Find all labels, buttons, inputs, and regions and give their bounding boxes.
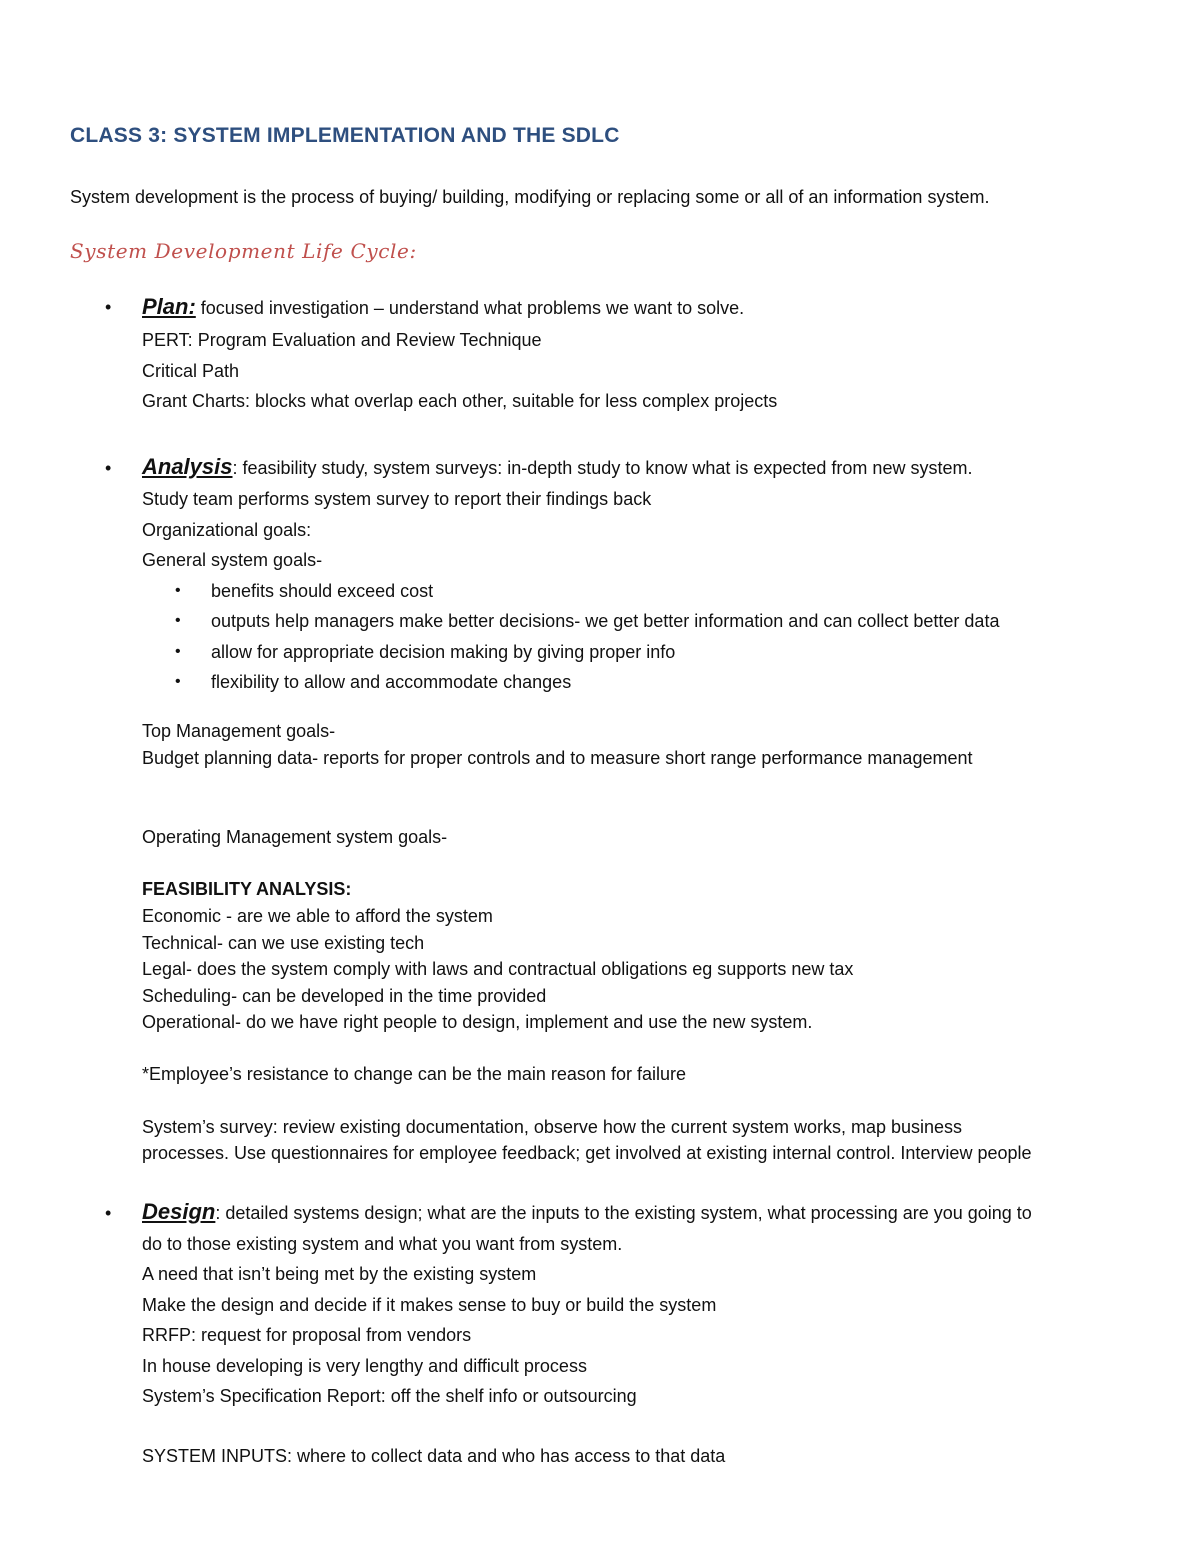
plan-detail: Grant Charts: blocks what overlap each other, suitable for less complex projects	[142, 391, 778, 411]
survey-text: processes. Use questionnaires for employee feedback; get involved at existing internal control. Interview people	[142, 1143, 1032, 1163]
plan-detail: PERT: Program Evaluation and Review Technique	[142, 330, 542, 350]
design-heading: Design	[142, 1199, 216, 1224]
bullet-icon: •	[175, 643, 181, 660]
resistance-note: *Employee’s resistance to change can be the main reason for failure	[142, 1064, 686, 1084]
design-detail: System’s Specification Report: off the shelf info or outsourcing	[142, 1386, 637, 1406]
system-inputs: SYSTEM INPUTS: where to collect data and who has access to that data	[142, 1446, 726, 1466]
analysis-detail: Study team performs system survey to report their findings back	[142, 489, 652, 509]
bullet-icon: •	[175, 673, 181, 690]
analysis-text: : feasibility study, system surveys: in-depth study to know what is expected from new system.	[232, 458, 973, 478]
sdlc-heading: System Development Life Cycle:	[70, 239, 417, 263]
top-management-goals: Top Management goals-	[142, 721, 336, 741]
design-text: : detailed systems design; what are the inputs to the existing system, what processing are you going to	[215, 1203, 1032, 1223]
feasibility-item: Scheduling- can be developed in the time provided	[142, 986, 547, 1006]
design-detail: A need that isn’t being met by the existing system	[142, 1264, 537, 1284]
bullet-icon: •	[105, 458, 112, 478]
intro-paragraph: System development is the process of buying/ building, modifying or replacing some or all of an information system.	[70, 187, 990, 207]
feasibility-item: Operational- do we have right people to design, implement and use the new system.	[142, 1012, 813, 1032]
bullet-icon: •	[175, 582, 181, 599]
page-title: CLASS 3: SYSTEM IMPLEMENTATION AND THE SDLC	[70, 124, 620, 147]
analysis-detail: General system goals-	[142, 550, 323, 570]
design-line	[142, 1201, 1032, 1223]
design-detail: Make the design and decide if it makes sense to buy or build the system	[142, 1295, 717, 1315]
analysis-line	[142, 456, 972, 478]
goal-item: outputs help managers make better decisions- we get better information and can collect better data	[211, 611, 1000, 631]
feasibility-item: Economic - are we able to afford the system	[142, 906, 493, 926]
plan-detail: Critical Path	[142, 361, 240, 381]
goal-item: allow for appropriate decision making by giving proper info	[211, 642, 676, 662]
bullet-icon: •	[105, 297, 112, 317]
feasibility-item: Technical- can we use existing tech	[142, 933, 425, 953]
budget-planning: Budget planning data- reports for proper controls and to measure short range performance management	[142, 748, 973, 768]
survey-text: System’s survey: review existing documentation, observe how the current system works, map business	[142, 1117, 963, 1137]
operating-management-goals: Operating Management system goals-	[142, 827, 448, 847]
feasibility-heading: FEASIBILITY ANALYSIS:	[142, 879, 352, 899]
design-detail: RRFP: request for proposal from vendors	[142, 1325, 472, 1345]
design-detail: In house developing is very lengthy and difficult process	[142, 1356, 587, 1376]
feasibility-item: Legal- does the system comply with laws and contractual obligations eg supports new tax	[142, 959, 854, 979]
bullet-icon: •	[175, 612, 181, 629]
analysis-detail: Organizational goals:	[142, 520, 312, 540]
goal-item: flexibility to allow and accommodate changes	[211, 672, 572, 692]
plan-line	[142, 296, 744, 318]
goal-item: benefits should exceed cost	[211, 581, 434, 601]
plan-text: focused investigation – understand what problems we want to solve.	[195, 298, 745, 318]
plan-heading: Plan:	[142, 294, 196, 319]
design-detail: do to those existing system and what you want from system.	[142, 1234, 623, 1254]
analysis-heading: Analysis	[142, 454, 233, 479]
bullet-icon: •	[105, 1203, 112, 1223]
